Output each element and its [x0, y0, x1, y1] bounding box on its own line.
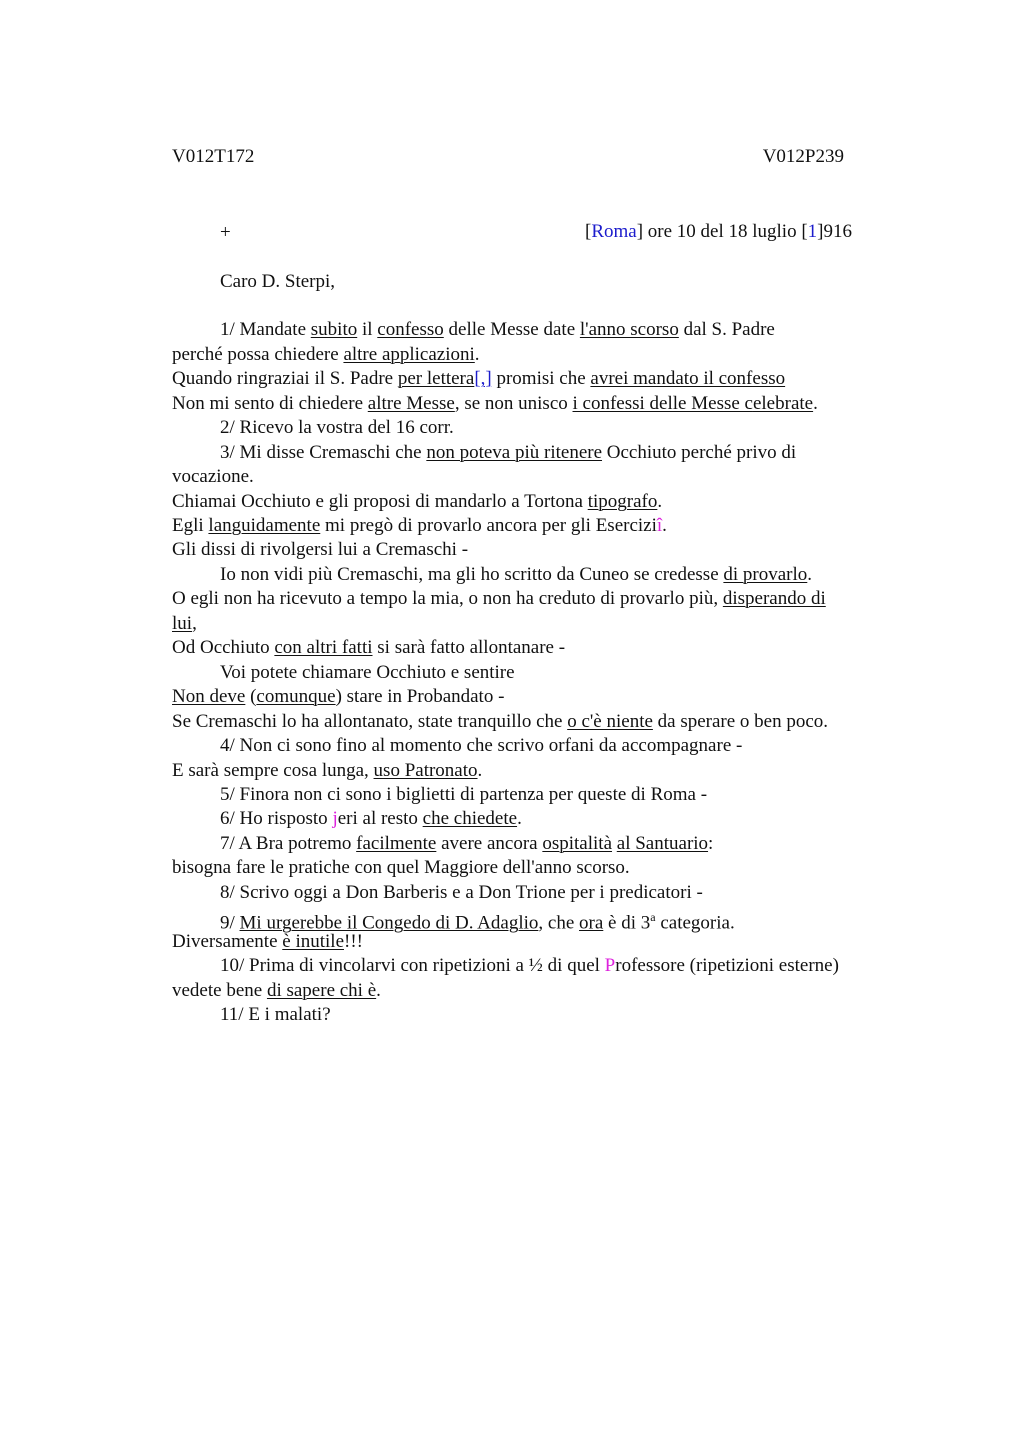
- underlined-text: ora: [579, 912, 604, 934]
- text-segment: bisogna fare le pratiche con quel Maggiore dell'anno scorso.: [172, 857, 630, 878]
- underlined-text: Non deve: [172, 686, 246, 707]
- text-segment: perché possa chiedere: [172, 344, 344, 365]
- text-segment: Egli: [172, 515, 209, 536]
- text-segment: j: [332, 808, 338, 829]
- text-segment: a: [650, 910, 656, 924]
- text-line: [220, 832, 713, 856]
- date-part: ]916: [817, 221, 852, 242]
- text-segment: vedete bene: [172, 980, 267, 1001]
- text-segment: Io non vidi più Cremaschi, ma gli ho scritto da Cuneo se credesse: [220, 564, 724, 585]
- text-segment: O egli non ha ricevuto a tempo la mia, o non ha creduto di provarlo più,: [172, 588, 723, 609]
- document-code-left: V012T172: [172, 146, 255, 167]
- text-line: [172, 612, 197, 636]
- text-segment: categoria.: [655, 912, 735, 934]
- text-segment: 8/ Scrivo oggi a Don Barberis e a Don Trione per i predicatori -: [220, 882, 703, 903]
- underlined-text: non poteva più ritenere: [426, 442, 603, 463]
- text-line: [172, 343, 480, 367]
- underlined-text: confesso: [377, 319, 444, 340]
- underlined-text: che chiedete: [422, 808, 518, 829]
- text-line: [220, 563, 812, 587]
- underlined-text: per lettera: [397, 368, 475, 389]
- text-line: [172, 930, 363, 954]
- text-segment: .: [813, 393, 818, 414]
- date-part: ] ore 10 del 18 luglio [: [636, 221, 808, 242]
- underlined-text: avrei mandato il confesso: [590, 368, 786, 389]
- text-segment: dal S. Padre: [678, 319, 775, 340]
- text-line: [172, 979, 381, 1003]
- text-line: [220, 661, 515, 685]
- underlined-text: è inutile: [282, 931, 344, 952]
- text-segment: il: [357, 319, 378, 340]
- text-segment: si sarà fatto allontanare -: [372, 637, 566, 658]
- text-line: [172, 759, 482, 783]
- text-segment: Non mi sento di chiedere: [172, 393, 368, 414]
- text-line: [172, 392, 818, 416]
- text-line: [220, 954, 839, 978]
- text-segment: (: [245, 686, 257, 707]
- text-line: [172, 490, 662, 514]
- underlined-text: o c'è niente: [567, 711, 653, 732]
- text-segment: .: [477, 760, 483, 781]
- underlined-text: ospitalità: [542, 833, 613, 854]
- text-segment: 3/ Mi disse Cremaschi che: [220, 442, 427, 463]
- underlined-text: facilmente: [356, 833, 437, 854]
- date-line: [585, 221, 852, 243]
- text-segment: ,: [192, 613, 197, 634]
- text-segment: Se Cremaschi lo ha allontanato, state tranquillo che: [172, 711, 568, 732]
- text-segment: 9/: [220, 912, 240, 934]
- date-place-editorial: Roma: [591, 221, 637, 242]
- underlined-text: onfessi delle Messe c: [590, 393, 753, 414]
- text-line: [172, 587, 826, 611]
- text-segment: Gli dissi di rivolgersi lui a Cremaschi -: [172, 539, 469, 560]
- text-segment: 4/ Non ci sono fino al momento che scrivo orfani da accompagnare -: [220, 735, 743, 756]
- text-line: [172, 367, 785, 391]
- underlined-text: i c: [572, 393, 591, 414]
- text-segment: mi pregò di provarlo ancora per gli Esercizi: [320, 515, 657, 536]
- text-segment: da sperare o ben poco.: [652, 711, 829, 732]
- text-segment: 6/ Ho risposto: [220, 808, 333, 829]
- text-line: [172, 514, 667, 538]
- text-segment: P: [604, 955, 616, 976]
- underlined-text: tipografo: [587, 491, 658, 512]
- text-segment: Voi potete chiamare Occhiuto e sentire: [220, 662, 515, 683]
- underlined-text: Mi urgerebbe il Congedo di D. Adaglio: [239, 912, 539, 934]
- text-segment: E sarà sempre cosa lunga,: [172, 760, 374, 781]
- underlined-text: subito: [310, 319, 358, 340]
- text-segment: .: [657, 491, 663, 512]
- underlined-text: elebrate: [752, 393, 814, 414]
- text-segment: .: [662, 515, 667, 536]
- underlined-text: l'anno scorso: [579, 319, 679, 340]
- text-segment: , che: [538, 912, 580, 934]
- text-segment: 1/ Mandate: [220, 319, 311, 340]
- text-line: [172, 465, 254, 489]
- underlined-text: lui: [172, 613, 193, 634]
- text-line: [220, 881, 703, 905]
- underlined-text: di provarlo: [723, 564, 808, 585]
- document-code-right: V012P239: [762, 146, 844, 167]
- underlined-text: uso Patronato: [373, 760, 478, 781]
- text-line: [172, 636, 565, 660]
- text-segment: î: [656, 515, 663, 536]
- underlined-text: al Santuario: [616, 833, 709, 854]
- text-segment: Occhiuto perché privo di: [602, 442, 797, 463]
- text-line: [220, 416, 454, 440]
- underlined-text: con altri fatti: [274, 637, 373, 658]
- text-segment: delle Messe date: [443, 319, 580, 340]
- text-segment: eri al resto: [337, 808, 423, 829]
- text-line: [172, 710, 828, 734]
- text-segment: !!!: [344, 931, 363, 952]
- text-line: [220, 1003, 331, 1027]
- text-segment: promisi che: [491, 368, 591, 389]
- text-segment: rofessore (ripetizioni esterne): [615, 955, 839, 976]
- underlined-text: [,]: [474, 368, 492, 389]
- text-segment: ) stare in Probandato -: [335, 686, 505, 707]
- text-segment: , se non unisco: [454, 393, 573, 414]
- text-line: [220, 783, 707, 807]
- text-segment: avere ancora: [436, 833, 543, 854]
- underlined-text: disperando di: [722, 588, 826, 609]
- text-segment: .: [807, 564, 813, 585]
- text-segment: 7/ A Bra potremo: [220, 833, 357, 854]
- text-segment: .: [474, 344, 480, 365]
- text-line: [220, 807, 522, 831]
- text-segment: 10/ Prima di vincolarvi con ripetizioni a ½ di quel: [220, 955, 605, 976]
- text-line: [172, 856, 630, 880]
- underlined-text: di sapere chi è: [266, 980, 377, 1001]
- text-line: [172, 685, 504, 709]
- text-line: [172, 538, 468, 562]
- text-segment: :: [708, 833, 714, 854]
- text-segment: è di 3: [603, 912, 651, 934]
- text-line: [220, 441, 796, 465]
- cross-mark: +: [220, 222, 231, 243]
- date-year-editorial: 1: [807, 221, 818, 242]
- underlined-text: altre applicazioni: [343, 344, 475, 365]
- date-part: [: [584, 221, 592, 242]
- text-line: [220, 734, 742, 758]
- text-segment: 2/ Ricevo la vostra del 16 corr.: [220, 417, 454, 438]
- text-segment: Quando ringraziai il S. Padre: [172, 368, 398, 389]
- text-segment: 11/ E i malati?: [220, 1004, 331, 1025]
- underlined-text: comunque: [256, 686, 336, 707]
- text-segment: vocazione.: [172, 466, 254, 487]
- text-segment: Od Occhiuto: [172, 637, 275, 658]
- underlined-text: languidamente: [208, 515, 321, 536]
- salutation: Caro D. Sterpi,: [220, 271, 336, 292]
- underlined-text: altre Messe: [367, 393, 455, 414]
- text-segment: Chiamai Occhiuto e gli proposi di mandarlo a Tortona: [172, 491, 588, 512]
- text-segment: .: [376, 980, 381, 1001]
- text-segment: .: [517, 808, 522, 829]
- text-segment: Diversamente: [172, 931, 283, 952]
- text-segment: 5/ Finora non ci sono i biglietti di partenza per queste di Roma -: [220, 784, 708, 805]
- text-line: [220, 318, 775, 342]
